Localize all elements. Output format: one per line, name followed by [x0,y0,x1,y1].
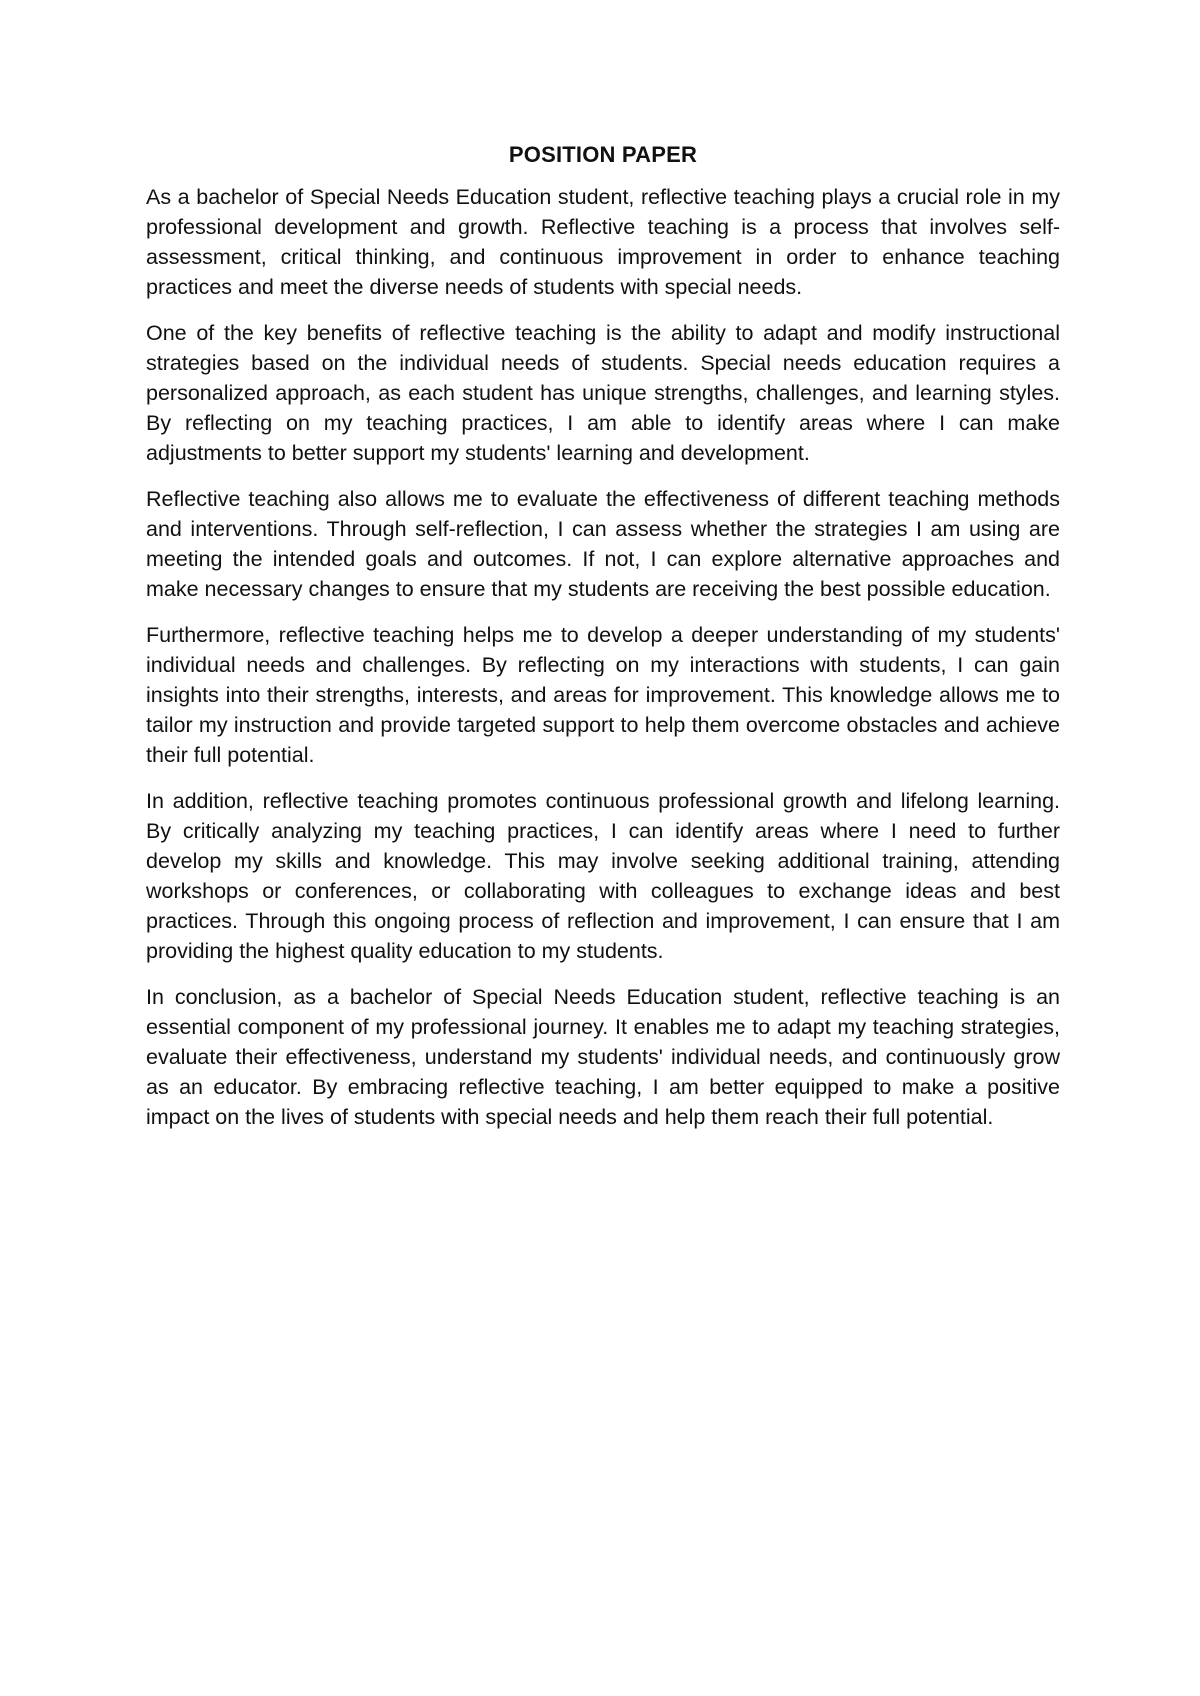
paragraph-understand-students: Furthermore, reflective teaching helps me to develop a deeper understanding of my students' individual needs and challenges. By reflecting on my interactions with students, I can gain insights into their strengths, interests, and areas for improvement. This knowledge allows me to tailor my instruction and provide targeted support to help them overcome obstacles and achieve their full potential. [146,623,1060,767]
document-page [146,140,1060,1148]
paragraph-conclusion: In conclusion, as a bachelor of Special Needs Education student, reflective teaching is an essential component of my professional journey. It enables me to adapt my teaching strategies, evaluate their effectiveness, understand my students' individual needs, and continuously grow as an educator. By embracing reflective teaching, I am better equipped to make a positive impact on the lives of students with special needs and help them reach their full potential. [146,985,1060,1129]
paragraph-intro: As a bachelor of Special Needs Education student, reflective teaching plays a crucial role in my professional development and growth. Reflective teaching is a process that involves self-assessment, critical thinking, and continuous improvement in order to enhance teaching practices and meet the diverse needs of students with special needs. [146,185,1060,299]
document-title: POSITION PAPER [508,142,698,167]
paragraph-evaluate-effectiveness: Reflective teaching also allows me to evaluate the effectiveness of different teaching methods and interventions. Through self-reflection, I can assess whether the strategies I am using are meeting the intended goals and outcomes. If not, I can explore alternative approaches and make necessary changes to ensure that my students are receiving the best possible education. [146,487,1060,601]
paragraph-adapt-strategies: One of the key benefits of reflective teaching is the ability to adapt and modify instructional strategies based on the individual needs of students. Special needs education requires a personalized approach, as each student has unique strengths, challenges, and learning styles. By reflecting on my teaching practices, I am able to identify areas where I can make adjustments to better support my students' learning and development. [146,321,1060,465]
paragraph-professional-growth: In addition, reflective teaching promotes continuous professional growth and lifelong learning. By critically analyzing my teaching practices, I can identify areas where I need to further develop my skills and knowledge. This may involve seeking additional training, attending workshops or conferences, or collaborating with colleagues to exchange ideas and best practices. Through this ongoing process of reflection and improvement, I can ensure that I am providing the highest quality education to my students. [146,789,1060,963]
